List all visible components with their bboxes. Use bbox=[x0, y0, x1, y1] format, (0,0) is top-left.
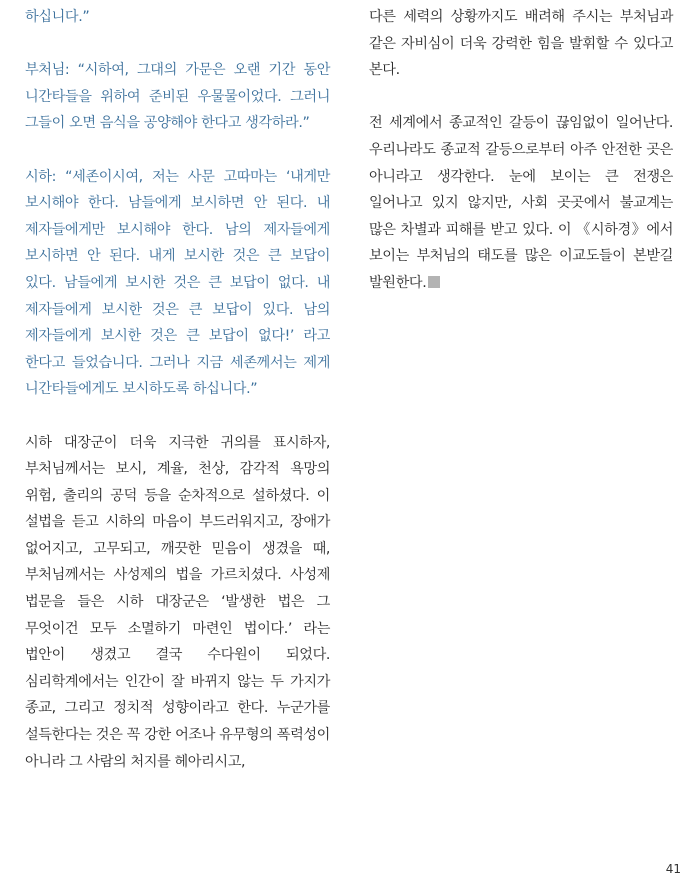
dialogue-paragraph: 하십니다.” bbox=[25, 9, 90, 25]
right-column bbox=[369, 4, 673, 297]
body-paragraph: 시하 대장군이 더욱 지극한 귀의를 표시하자, 부처님께서는 보시, 계율, 천상, 감각적 욕망의 위험, 출리의 공덕 등을 순차적으로 설하셨다. 이 설법을 듣고 시하의 마음이 부드러워지고, 장애가 없어지고, 고무되고, 깨끗한 믿음이 생겼을 때, 부처님께서는 사성제의 법을 가르치셨다. 사성제 법문을 들은 시하 대장군은 ‘발생한 법은 그 무엇이건 모두 소멸하기 마련인 법이다.’ 라는 법안이 생겼고 결국 수다원이 되었다. 심리학계에서는 인간이 잘 바뀌지 않는 두 가지가 종교, 그리고 정치적 성향이라고 한다. 누군가를 설득한다는 것은 꼭 강한 어조나 유무형의 폭력성이 아니라 그 사람의 처지를 헤아리시고, bbox=[25, 434, 330, 770]
body-paragraph-text: 전 세계에서 종교적인 갈등이 끊임없이 일어난다. 우리나라도 종교적 갈등으로부터 아주 안전한 곳은 아니라고 생각한다. 눈에 보이는 큰 전쟁은 일어나고 있지 않지만, 사회 곳곳에서 불교계는 많은 차별과 피해를 받고 있다. 이 《시하경》에서 보이는 부처님의 태도를 많은 이교도들이 본받길 발원한다. bbox=[369, 115, 673, 291]
left-column bbox=[25, 4, 330, 775]
dialogue-paragraph: 부처님: “시하여, 그대의 가문은 오랜 기간 동안 니간타들을 위하여 준비된 우물물이었다. 그러니 그들이 오면 음식을 공양해야 한다고 생각하라.” bbox=[25, 62, 330, 132]
body-paragraph: 다른 세력의 상황까지도 배려해 주시는 부처님과 같은 자비심이 더욱 강력한 힘을 발휘할 수 있다고 본다. bbox=[369, 9, 673, 79]
dialogue-paragraph: 시하: “세존이시여, 저는 사문 고따마는 ‘내게만 보시해야 한다. 남들에게 보시하면 안 된다. 내 제자들에게만 보시해야 한다. 남의 제자들에게 보시하면 안 된다. 내게 보시한 것은 큰 보답이 있다. 남들에게 보시한 것은 큰 보답이 없다. 내 제자들에게 보시한 것은 큰 보답이 있다. 남의 제자들에게 보시한 것은 큰 보답이 없다!’ 라고 한다고 들었습니다. 그러나 지금 세존께서는 제게 니간타들에게도 보시하도록 하십니다.” bbox=[25, 168, 330, 398]
page-number: 41 bbox=[665, 862, 681, 876]
body-paragraph-final bbox=[369, 110, 673, 296]
end-of-article-icon bbox=[428, 276, 440, 288]
